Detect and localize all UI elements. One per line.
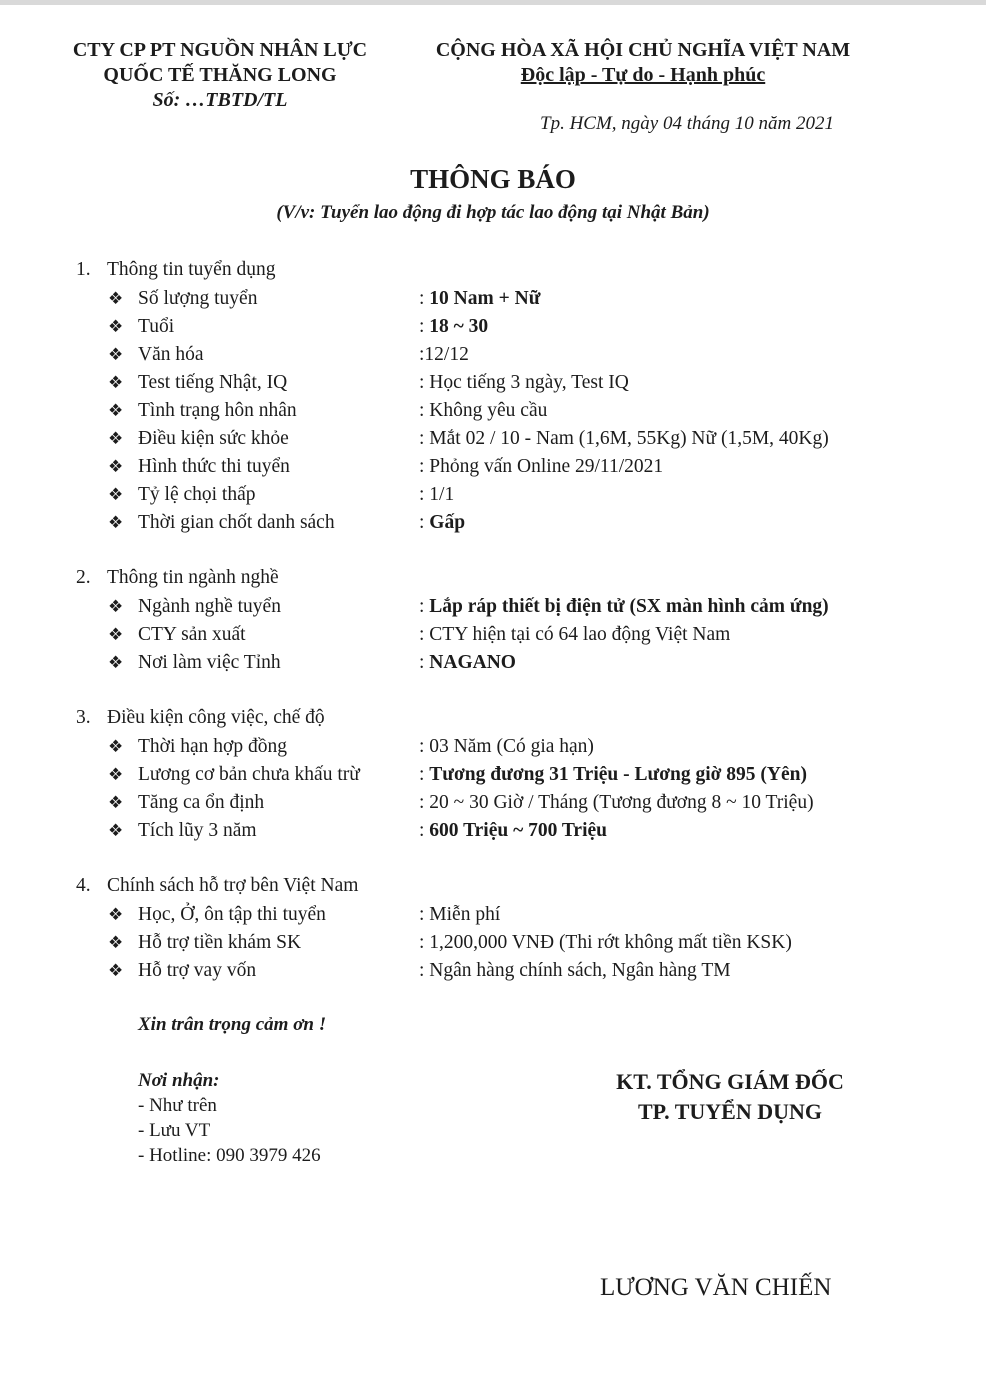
recipient-item: - Hotline: 090 3979 426 [138, 1145, 321, 1166]
bullet-icon: ❖ [108, 961, 124, 980]
bullet-icon: ❖ [108, 821, 124, 840]
recipients-title: Nơi nhận: [138, 1070, 220, 1091]
section-title: 1. Thông tin tuyển dụng [76, 259, 276, 280]
bullet-icon: ❖ [108, 765, 124, 784]
signature-title-line2: TP. TUYỂN DỤNG [638, 1099, 822, 1124]
info-row: ❖ CTY sản xuất : CTY hiện tại có 64 lao động Việt Nam [108, 621, 730, 649]
top-edge-bar [0, 0, 986, 5]
info-row: ❖ Tình trạng hôn nhân : Không yêu cầu [108, 397, 547, 425]
section-title: 3. Điều kiện công việc, chế độ [76, 707, 325, 728]
bullet-icon: ❖ [108, 401, 124, 420]
bullet-icon: ❖ [108, 345, 124, 364]
bullet-icon: ❖ [108, 289, 124, 308]
bullet-icon: ❖ [108, 429, 124, 448]
bullet-icon: ❖ [108, 653, 124, 672]
info-row: ❖ Tăng ca ổn định : 20 ~ 30 Giờ / Tháng (Tương đương 8 ~ 10 Triệu) [108, 789, 814, 817]
info-row: ❖ Hỗ trợ vay vốn : Ngân hàng chính sách, Ngân hàng TM [108, 957, 731, 985]
info-row: ❖ Hình thức thi tuyển : Phỏng vấn Online 29/11/2021 [108, 453, 663, 481]
bullet-icon: ❖ [108, 317, 124, 336]
bullet-icon: ❖ [108, 737, 124, 756]
country-name: CỘNG HÒA XÃ HỘI CHỦ NGHĨA VIỆT NAM [435, 39, 851, 61]
document-date: Tp. HCM, ngày 04 tháng 10 năm 2021 [540, 113, 834, 134]
bullet-icon: ❖ [108, 485, 124, 504]
info-row: ❖ Lương cơ bản chưa khấu trừ : Tương đương 31 Triệu - Lương giờ 895 (Yên) [108, 761, 807, 789]
document-subtitle: (V/v: Tuyển lao động đi hợp tác lao động tại Nhật Bản) [276, 202, 710, 223]
info-row: ❖ Điều kiện sức khỏe : Mắt 02 / 10 - Nam (1,6M, 55Kg) Nữ (1,5M, 40Kg) [108, 425, 829, 453]
info-row: ❖ Tỷ lệ chọi thấp : 1/1 [108, 481, 454, 509]
info-row: ❖ Ngành nghề tuyển : Lắp ráp thiết bị điện tử (SX màn hình cảm ứng) [108, 593, 829, 621]
info-row: ❖ Thời hạn hợp đồng : 03 Năm (Có gia hạn) [108, 733, 594, 761]
info-row: ❖ Thời gian chốt danh sách : Gấp [108, 509, 465, 537]
info-row: ❖ Test tiếng Nhật, IQ : Học tiếng 3 ngày, Test IQ [108, 369, 629, 397]
recipient-item: - Như trên [138, 1095, 217, 1116]
bullet-icon: ❖ [108, 457, 124, 476]
info-row: ❖ Nơi làm việc Tỉnh : NAGANO [108, 649, 516, 677]
info-row: ❖ Học, Ở, ôn tập thi tuyển : Miễn phí [108, 901, 500, 929]
company-header [52, 38, 388, 113]
company-name-line1: CTY CP PT NGUỒN NHÂN LỰC [72, 39, 368, 61]
section-title: 4. Chính sách hỗ trợ bên Việt Nam [76, 875, 359, 896]
national-header [408, 38, 878, 88]
closing-thanks: Xin trân trọng cảm ơn ! [138, 1014, 327, 1035]
bullet-icon: ❖ [108, 373, 124, 392]
bullet-icon: ❖ [108, 597, 124, 616]
document-number: Số: …TBTD/TL [152, 89, 288, 111]
bullet-icon: ❖ [108, 905, 124, 924]
bullet-icon: ❖ [108, 513, 124, 532]
recipient-item: - Lưu VT [138, 1120, 211, 1141]
info-row: ❖ Hỗ trợ tiền khám SK : 1,200,000 VNĐ (Thi rớt không mất tiền KSK) [108, 929, 792, 957]
info-row: ❖ Tích lũy 3 năm : 600 Triệu ~ 700 Triệu [108, 817, 607, 845]
bullet-icon: ❖ [108, 625, 124, 644]
document-title: THÔNG BÁO [410, 164, 576, 194]
info-row: ❖ Tuổi : 18 ~ 30 [108, 313, 488, 341]
national-motto: Độc lập - Tự do - Hạnh phúc [520, 64, 766, 86]
bullet-icon: ❖ [108, 793, 124, 812]
signature-title-line1: KT. TỔNG GIÁM ĐỐC [616, 1069, 844, 1094]
signer-name: LƯƠNG VĂN CHIẾN [600, 1274, 832, 1301]
section-title: 2. Thông tin ngành nghề [76, 567, 279, 588]
bullet-icon: ❖ [108, 933, 124, 952]
info-row: ❖ Số lượng tuyển : 10 Nam + Nữ [108, 285, 540, 313]
info-row: ❖ Văn hóa :12/12 [108, 341, 469, 369]
company-name-line2: QUỐC TẾ THĂNG LONG [103, 64, 337, 86]
